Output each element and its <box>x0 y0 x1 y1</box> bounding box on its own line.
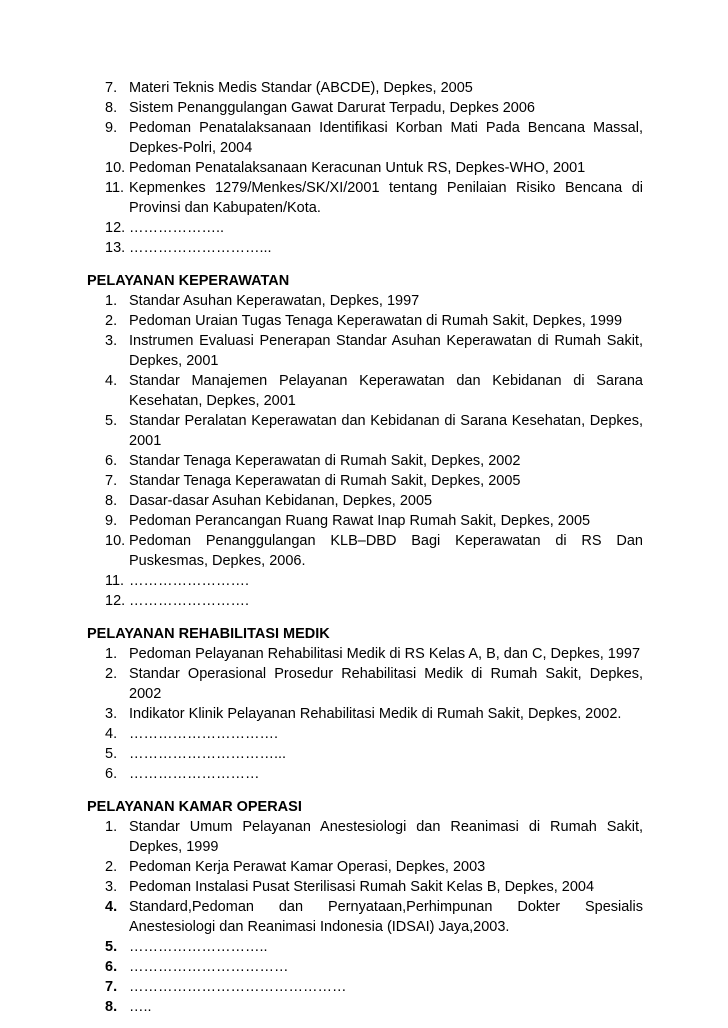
item-number: 3. <box>105 706 118 722</box>
item-text: Standar Operasional Prosedur Rehabilitasi Medik di Rumah Sakit, Depkes, 2002 <box>129 666 643 702</box>
list-item <box>87 451 643 471</box>
section-rehabilitasi-medik <box>87 624 643 784</box>
list-item <box>87 664 643 704</box>
list-item <box>87 491 643 511</box>
list-item <box>87 371 643 411</box>
item-text: Pedoman Kerja Perawat Kamar Operasi, Depkes, 2003 <box>129 859 486 875</box>
item-text: Pedoman Penanggulangan KLB–DBD Bagi Keperawatan di RS Dan Puskesmas, Depkes, 2006. <box>129 533 643 569</box>
item-number: 7. <box>105 979 118 995</box>
item-number: 1. <box>105 646 118 662</box>
list-item <box>87 571 643 591</box>
item-text: Dasar-dasar Asuhan Kebidanan, Depkes, 2005 <box>129 493 433 509</box>
item-text: Standar Asuhan Keperawatan, Depkes, 1997 <box>129 293 420 309</box>
item-number: 8. <box>105 493 118 509</box>
reference-list <box>87 644 643 784</box>
item-text: Standar Peralatan Keperawatan dan Kebidanan di Sarana Kesehatan, Depkes, 2001 <box>129 413 643 449</box>
item-text: Standar Tenaga Keperawatan di Rumah Sakit, Depkes, 2005 <box>129 473 521 489</box>
item-number: 5. <box>105 939 118 955</box>
item-text: Standar Umum Pelayanan Anestesiologi dan Reanimasi di Rumah Sakit, Depkes, 1999 <box>129 819 643 855</box>
section-heading: PELAYANAN KAMAR OPERASI <box>87 799 302 815</box>
list-item <box>87 78 643 98</box>
item-text: ……………………. <box>129 573 250 589</box>
item-number: 3. <box>105 879 118 895</box>
list-item <box>87 531 643 571</box>
list-item <box>87 644 643 664</box>
list-item <box>87 331 643 371</box>
item-text: ……………………………………… <box>129 979 347 995</box>
item-text: Pedoman Uraian Tugas Tenaga Keperawatan di Rumah Sakit, Depkes, 1999 <box>129 313 623 329</box>
reference-list <box>87 291 643 611</box>
item-text: Pedoman Instalasi Pusat Sterilisasi Rumah Sakit Kelas B, Depkes, 2004 <box>129 879 595 895</box>
item-number: 13. <box>105 240 126 256</box>
list-item <box>87 857 643 877</box>
item-text: …………………………… <box>129 959 289 975</box>
list-item <box>87 98 643 118</box>
section-heading: PELAYANAN KEPERAWATAN <box>87 273 290 289</box>
item-number: 1. <box>105 819 118 835</box>
list-item <box>87 471 643 491</box>
list-item <box>87 997 643 1017</box>
list-item <box>87 511 643 531</box>
list-item <box>87 957 643 977</box>
item-text: Materi Teknis Medis Standar (ABCDE), Depkes, 2005 <box>129 80 473 96</box>
list-item <box>87 178 643 218</box>
section-kamar-operasi <box>87 797 643 1017</box>
list-item <box>87 704 643 724</box>
item-number: 11. <box>105 180 125 196</box>
item-number: 2. <box>105 666 118 682</box>
document-page <box>87 78 643 1017</box>
list-item <box>87 764 643 784</box>
item-text: Standar Tenaga Keperawatan di Rumah Sakit, Depkes, 2002 <box>129 453 521 469</box>
list-item <box>87 158 643 178</box>
item-number: 5. <box>105 413 118 429</box>
item-text: ……………………….. <box>129 939 268 955</box>
item-text: …………………………... <box>129 746 287 762</box>
item-text: Pedoman Penatalaksanaan Identifikasi Korban Mati Pada Bencana Massal, Depkes-Polri, 2004 <box>129 120 643 156</box>
list-item <box>87 877 643 897</box>
item-text: ……………………. <box>129 593 250 609</box>
list-item <box>87 817 643 857</box>
list-item <box>87 897 643 937</box>
list-item <box>87 218 643 238</box>
item-number: 7. <box>105 80 118 96</box>
item-number: 5. <box>105 746 118 762</box>
list-item <box>87 238 643 258</box>
list-item <box>87 311 643 331</box>
item-number: 6. <box>105 959 118 975</box>
item-text: ……………….. <box>129 220 225 236</box>
list-item <box>87 724 643 744</box>
item-number: 4. <box>105 373 118 389</box>
list-item <box>87 291 643 311</box>
item-number: 6. <box>105 453 118 469</box>
item-number: 4. <box>105 899 118 915</box>
list-item <box>87 937 643 957</box>
item-text: Instrumen Evaluasi Penerapan Standar Asuhan Keperawatan di Rumah Sakit, Depkes, 2001 <box>129 333 643 369</box>
reference-list <box>87 817 643 1017</box>
item-number: 10. <box>105 160 126 176</box>
section-heading: PELAYANAN REHABILITASI MEDIK <box>87 626 330 642</box>
section-keperawatan <box>87 271 643 611</box>
item-number: 9. <box>105 513 118 529</box>
item-number: 12. <box>105 220 126 236</box>
item-number: 10. <box>105 533 126 549</box>
item-text: Standard,Pedoman dan Pernyataan,Perhimpunan Dokter Spesialis Anestesiologi dan Reanimasi Indonesia (IDSAI) Jaya,2003. <box>129 899 643 935</box>
item-number: 7. <box>105 473 118 489</box>
item-text: ….. <box>129 999 152 1015</box>
list-item <box>87 591 643 611</box>
item-text: ………………………... <box>129 240 272 256</box>
item-text: Pedoman Perancangan Ruang Rawat Inap Rumah Sakit, Depkes, 2005 <box>129 513 591 529</box>
item-text: …………………………. <box>129 726 279 742</box>
item-text: Standar Manajemen Pelayanan Keperawatan dan Kebidanan di Sarana Kesehatan, Depkes, 2001 <box>129 373 643 409</box>
item-number: 9. <box>105 120 118 136</box>
item-number: 4. <box>105 726 118 742</box>
item-text: Indikator Klinik Pelayanan Rehabilitasi Medik di Rumah Sakit, Depkes, 2002. <box>129 706 622 722</box>
item-number: 11. <box>105 573 125 589</box>
list-item <box>87 118 643 158</box>
item-number: 6. <box>105 766 118 782</box>
item-text: Kepmenkes 1279/Menkes/SK/XI/2001 tentang Penilaian Risiko Bencana di Provinsi dan Kabupaten/Kota. <box>129 180 643 216</box>
item-number: 8. <box>105 999 118 1015</box>
item-number: 8. <box>105 100 118 116</box>
item-text: Pedoman Pelayanan Rehabilitasi Medik di RS Kelas A, B, dan C, Depkes, 1997 <box>129 646 641 662</box>
item-text: Pedoman Penatalaksanaan Keracunan Untuk RS, Depkes-WHO, 2001 <box>129 160 586 176</box>
list-item <box>87 744 643 764</box>
item-number: 2. <box>105 859 118 875</box>
section-continued <box>87 78 643 258</box>
item-number: 2. <box>105 313 118 329</box>
item-number: 1. <box>105 293 118 309</box>
item-number: 3. <box>105 333 118 349</box>
item-number: 12. <box>105 593 126 609</box>
list-item <box>87 977 643 997</box>
item-text: Sistem Penanggulangan Gawat Darurat Terpadu, Depkes 2006 <box>129 100 535 116</box>
item-text: ……………………… <box>129 766 260 782</box>
list-item <box>87 411 643 451</box>
reference-list <box>87 78 643 258</box>
